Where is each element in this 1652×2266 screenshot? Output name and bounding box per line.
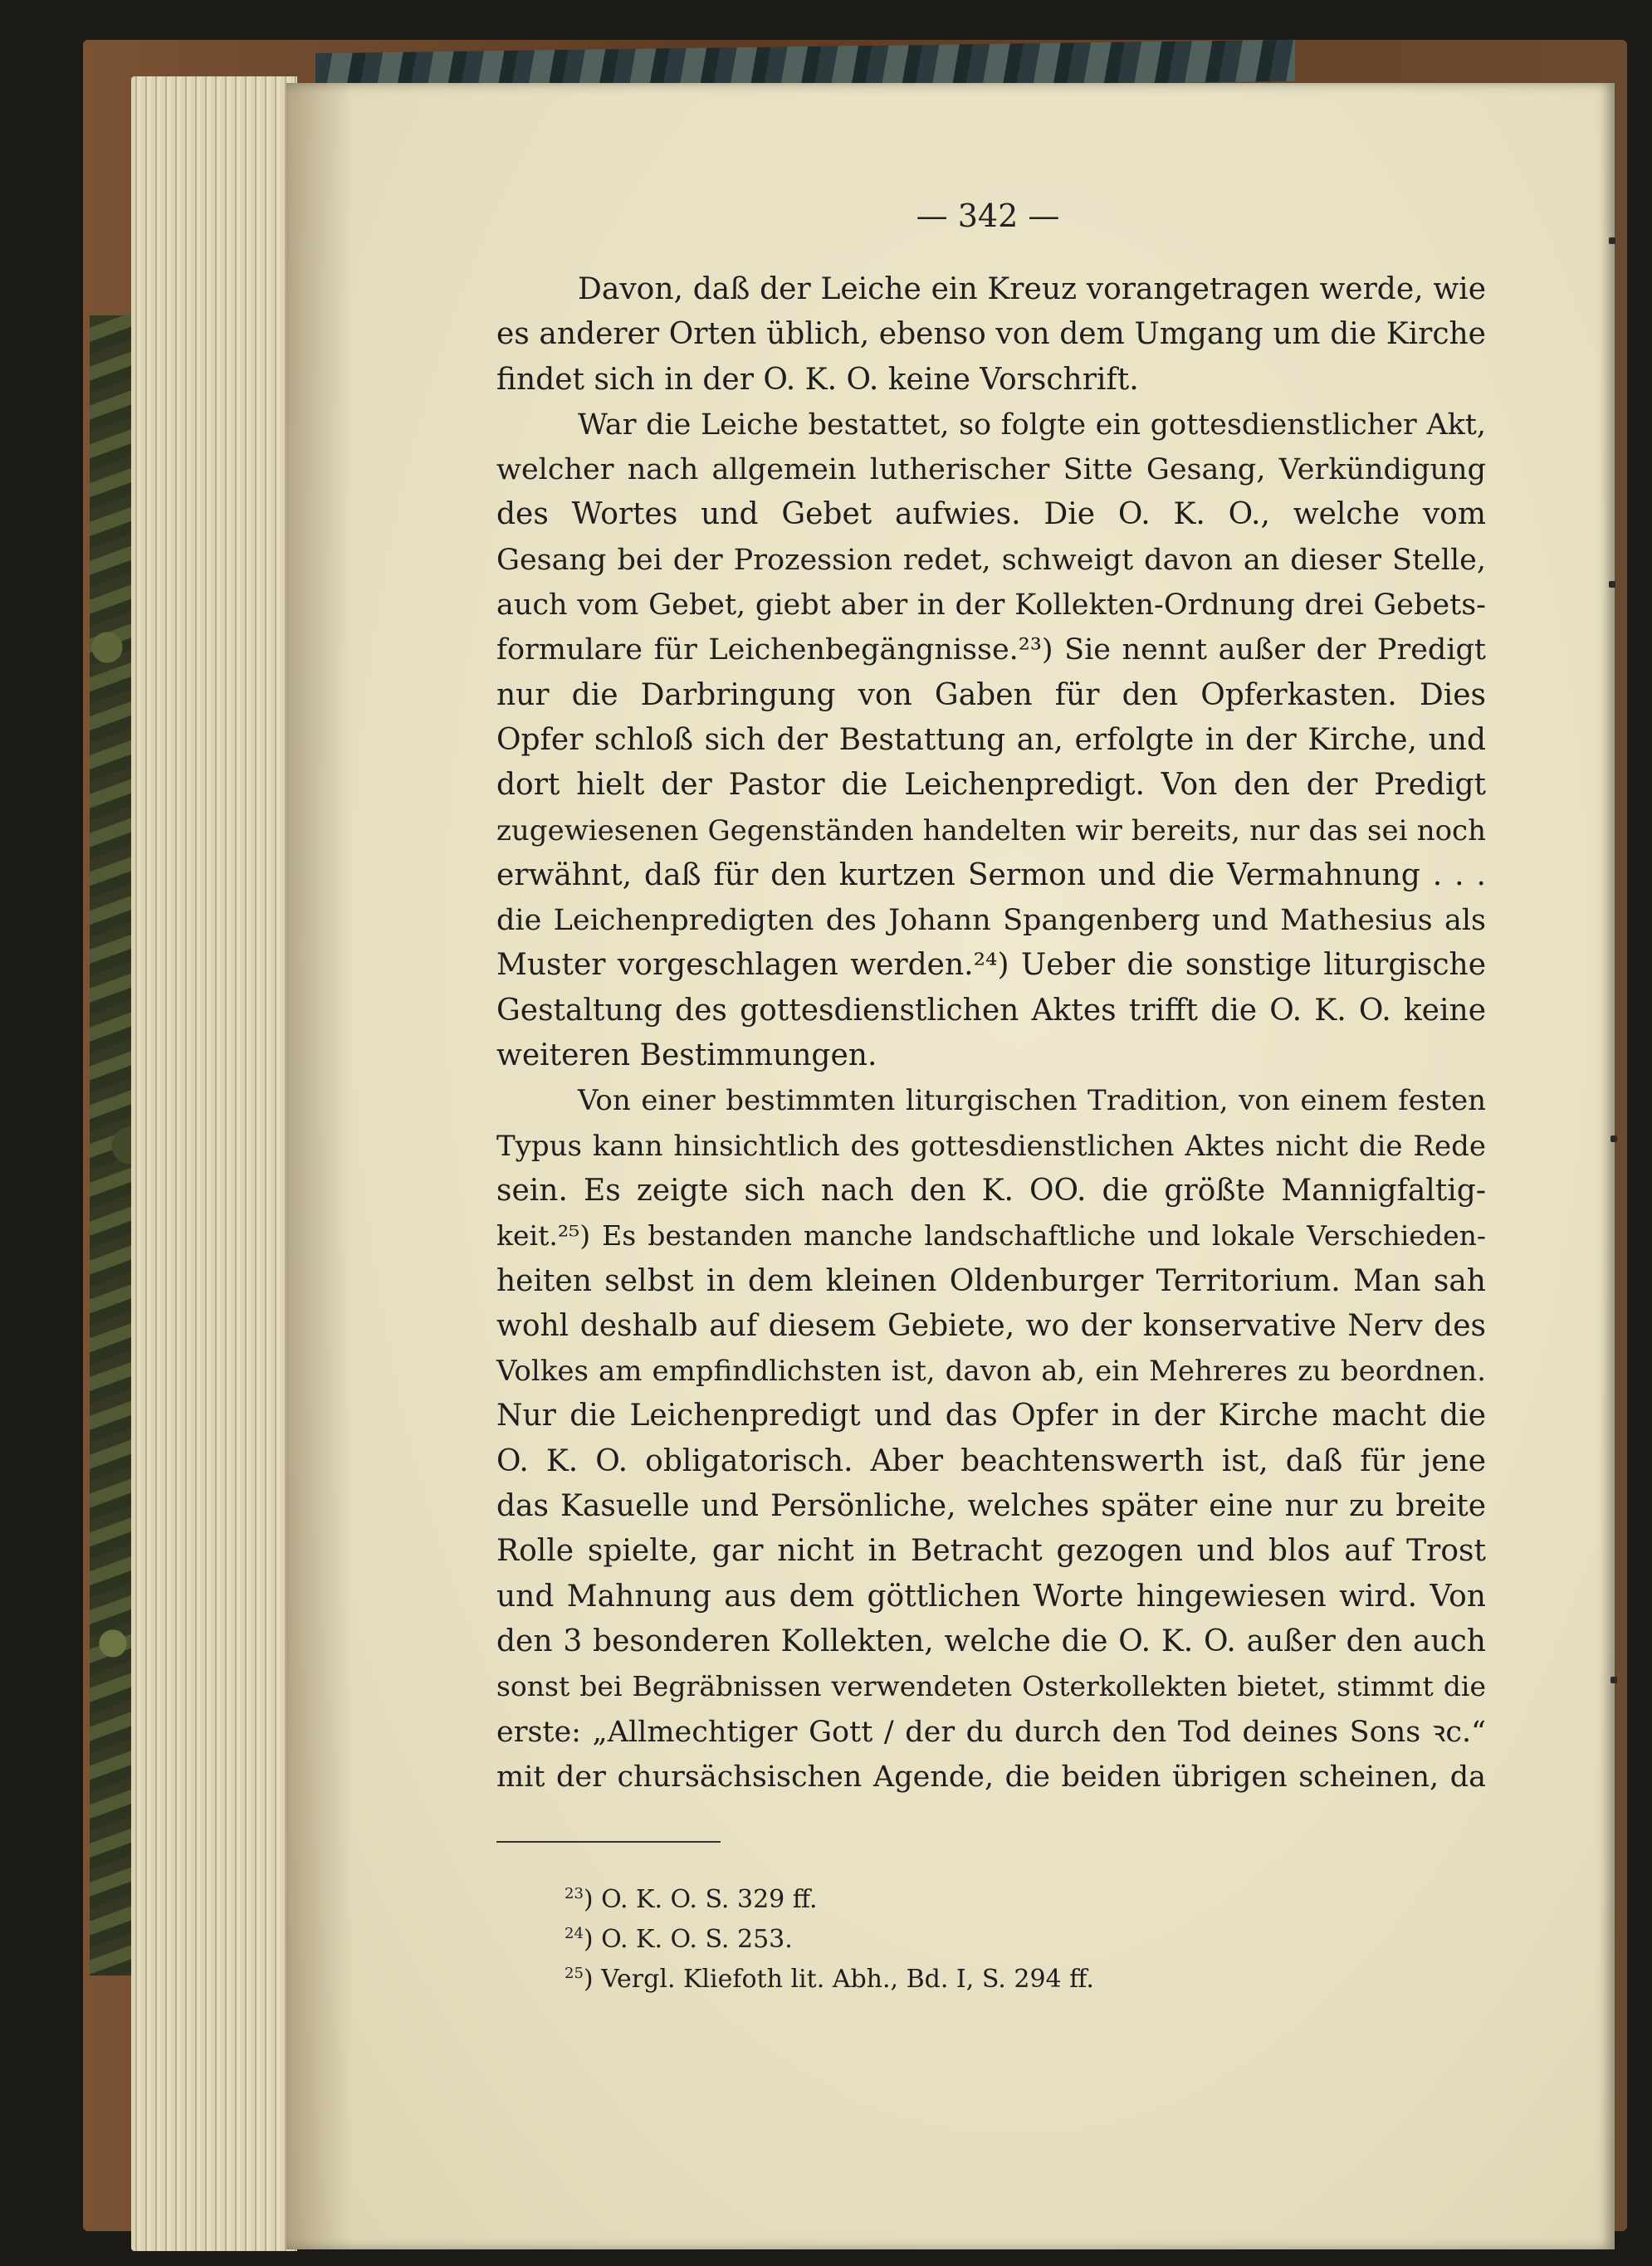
text-line: Von einer bestimmten liturgischen Tradition, von einem festen [578, 1084, 1486, 1118]
text-line: Gesang bei der Prozession redet, schweigt davon an dieser Stelle, [496, 543, 1486, 577]
footnote-mark: 23 [565, 1885, 584, 1902]
footnote-rule [496, 1841, 721, 1843]
text-line: den 3 besonderen Kollekten, welche die O. K. O. außer den auch [496, 1624, 1486, 1658]
text-line: Muster vorgeschlagen werden.²⁴) Ueber die sonstige liturgische [496, 948, 1486, 983]
text-line: Opfer schloß sich der Bestattung an, erfolgte in der Kirche, und [496, 722, 1486, 757]
edge-speck [1610, 1677, 1617, 1683]
text-line: Typus kann hinsichtlich des gottesdienstlichen Aktes nicht die Rede [496, 1129, 1486, 1163]
text-line: erste: „Allmechtiger Gott / der du durch den Tod deines Sons ꝛc.“ [496, 1715, 1486, 1749]
text-line: O. K. O. obligatorisch. Aber beachtenswerth ist, daß für jene [496, 1443, 1486, 1478]
edge-speck [1610, 1135, 1617, 1142]
text-line: keit.²⁵) Es bestanden manche landschaftliche und lokale Verschieden- [496, 1219, 1486, 1253]
page-number: — 342 — [916, 198, 1060, 234]
edge-speck [1609, 237, 1615, 244]
text-line: des Wortes und Gebet aufwies. Die O. K. O., welche vom [496, 497, 1486, 532]
text-line: das Kasuelle und Persönliche, welches später eine nur zu breite [496, 1489, 1486, 1524]
edge-speck [1609, 581, 1615, 588]
footnote-text: ) Vergl. Kliefoth lit. Abh., Bd. I, S. 294 ff. [583, 1965, 1094, 1994]
footnote [565, 1954, 1312, 1994]
footnotes [565, 1874, 1312, 1994]
footnote [565, 1874, 1312, 1914]
text-line: auch vom Gebet, giebt aber in der Kollekten-Ordnung drei Gebets- [496, 588, 1486, 623]
text-line: mit der chursächsischen Agende, die beiden übrigen scheinen, da [496, 1760, 1486, 1794]
text-line: Davon, daß der Leiche ein Kreuz vorangetragen werde, wie [578, 272, 1486, 306]
text-line: die Leichenpredigten des Johann Spangenberg und Mathesius als [496, 904, 1486, 938]
text-line: es anderer Orten üblich, ebenso von dem Umgang um die Kirche [496, 317, 1486, 352]
text-line: Rolle spielte, gar nicht in Betracht gezogen und blos auf Trost [496, 1534, 1486, 1569]
gutter-shadow [286, 83, 353, 2249]
text-line: weiteren Bestimmungen. [496, 1038, 877, 1073]
footnote [565, 1914, 1312, 1954]
text-line: wohl deshalb auf diesem Gebiete, wo der konservative Nerv des [496, 1308, 1486, 1343]
text-line: sein. Es zeigte sich nach den K. OO. die größte Mannigfaltig- [496, 1173, 1486, 1208]
footnote-mark: 25 [565, 1965, 584, 1982]
text-line: dort hielt der Pastor die Leichenpredigt. Von den der Predigt [496, 768, 1486, 803]
text-line: welcher nach allgemein lutherischer Sitte Gesang, Verkündigung [496, 453, 1486, 487]
page-edge-stack [131, 76, 297, 2251]
body-text [496, 267, 1486, 1800]
text-line: und Mahnung aus dem göttlichen Worte hingewiesen wird. Von [496, 1579, 1486, 1614]
text-line: Gestaltung des gottesdienstlichen Aktes trifft die O. K. O. keine [496, 993, 1486, 1028]
text-line: findet sich in der O. K. O. keine Vorschrift. [496, 362, 1139, 397]
text-line: Volkes am empfindlichsten ist, davon ab, ein Mehreres zu beordnen. [496, 1355, 1486, 1389]
footnote-text: ) O. K. O. S. 253. [583, 1925, 793, 1954]
text-line: sonst bei Begräbnissen verwendeten Osterkollekten bietet, stimmt die [496, 1670, 1486, 1703]
footnote-text: ) O. K. O. S. 329 ff. [583, 1885, 818, 1914]
text-line: Nur die Leichenpredigt und das Opfer in der Kirche macht die [496, 1399, 1486, 1433]
text-line: nur die Darbringung von Gaben für den Opferkasten. Dies [496, 677, 1486, 712]
text-line: zugewiesenen Gegenständen handelten wir bereits, nur das sei noch [496, 813, 1486, 847]
text-line: formulare für Leichenbegängnisse.²³) Sie nennt außer der Predigt [496, 633, 1486, 667]
footnote-mark: 24 [565, 1925, 584, 1942]
text-line: erwähnt, daß für den kurtzen Sermon und die Vermahnung . . . [496, 857, 1486, 892]
text-line: heiten selbst in dem kleinen Oldenburger Territorium. Man sah [496, 1263, 1486, 1298]
text-line: War die Leiche bestattet, so folgte ein gottesdienstlicher Akt, [578, 408, 1486, 442]
